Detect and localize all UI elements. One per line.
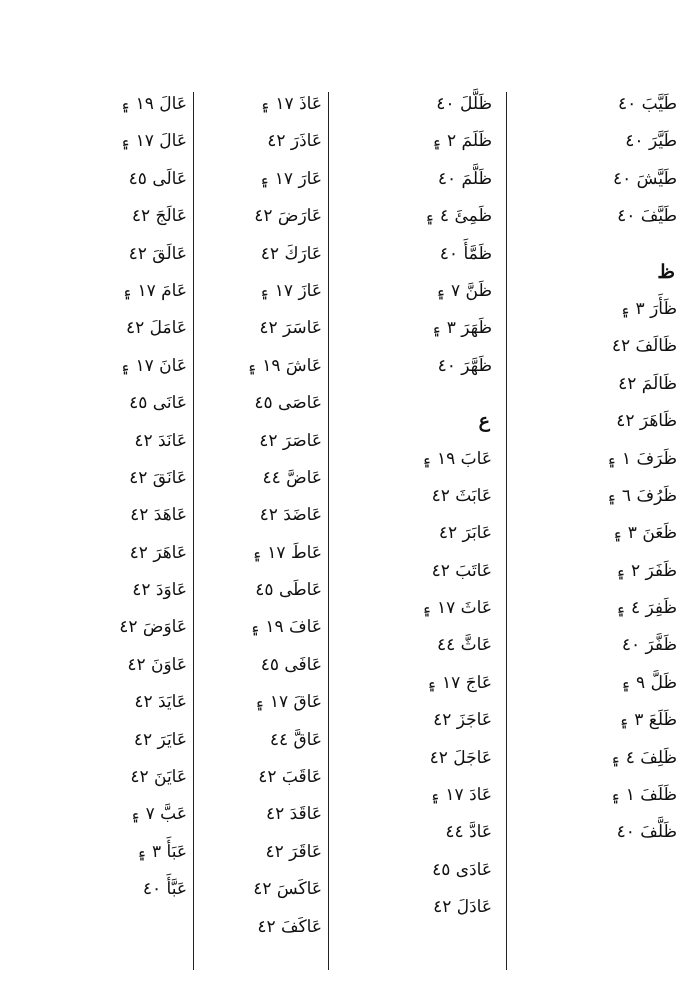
dictionary-entry: عَالَقَ ٤٢ xyxy=(128,243,187,264)
dictionary-entry: عَاثَ ١٧ ۽ xyxy=(421,598,492,619)
dictionary-entry: عَارَضَ ٤٢ xyxy=(254,206,322,227)
dictionary-entry: ظَمَّأَ ٤٠ xyxy=(439,243,492,264)
dictionary-entry: عَابَ ١٩ ۽ xyxy=(421,448,492,469)
dictionary-entry: عَايَنَ ٤٢ xyxy=(130,767,187,788)
dictionary-entry: عَاطَى ٤٥ xyxy=(255,580,322,601)
dictionary-entry: عَالَ ١٩ ۽ xyxy=(120,94,187,114)
dictionary-entry: عَالَ ١٧ ۽ xyxy=(120,131,187,152)
dictionary-entry: ظَلَّلَ ٤٠ xyxy=(436,94,492,114)
dictionary-entry: عَبَأَ ٣ ۽ xyxy=(136,841,187,862)
dictionary-entry: عَاتَبَ ٤٢ xyxy=(431,560,492,581)
dictionary-entry: ظَنَّ ٧ ۽ xyxy=(435,280,492,301)
dictionary-entry: ظَهَرَ ٣ ۽ xyxy=(431,318,492,339)
dictionary-entry: ظَلَّمَ ٤٠ xyxy=(437,168,492,189)
dictionary-entry: عَامَ ١٧ ۽ xyxy=(122,280,187,301)
dictionary-entry: عَادَلَ ٤٢ xyxy=(433,897,492,918)
dictionary-entry: ظَالَمَ ٤٢ xyxy=(618,373,677,394)
dictionary-entry: عَاهَرَ ٤٢ xyxy=(129,542,187,563)
letter-heading: ع xyxy=(478,410,490,433)
dictionary-entry: ظَمِئَ ٤ ۽ xyxy=(424,206,492,227)
letter-heading: ظ xyxy=(657,260,675,283)
dictionary-entry: عَافَى ٤٥ xyxy=(260,654,322,675)
dictionary-entry: عَاقَرَ ٤٢ xyxy=(265,841,322,862)
dictionary-entry: عَبَّأَ ٤٠ xyxy=(142,879,187,900)
dictionary-entry: عَاضَدَ ٤٢ xyxy=(259,505,322,526)
dictionary-entry: ظَلَمَ ٢ ۽ xyxy=(431,131,492,152)
dictionary-entry: ظَفَّرَ ٤٠ xyxy=(621,635,677,656)
column-1 xyxy=(510,86,685,976)
dictionary-entry: عَانَدَ ٤٢ xyxy=(134,430,187,451)
dictionary-entry: عَالَى ٤٥ xyxy=(128,168,187,189)
dictionary-entry: ظَاهَرَ ٤٢ xyxy=(616,411,677,432)
dictionary-entry: عَاوَضَ ٤٢ xyxy=(119,617,187,638)
dictionary-entry: عَايَدَ ٤٢ xyxy=(134,692,187,713)
dictionary-entry: ظَلَّ ٩ ۽ xyxy=(620,672,677,693)
dictionary-entry: عَاصَرَ ٤٢ xyxy=(259,430,322,451)
column-3 xyxy=(205,86,330,976)
dictionary-entry: ظَلَعَ ٣ ۽ xyxy=(618,710,677,731)
dictionary-entry: ظَفِرَ ٤ ۽ xyxy=(615,598,677,619)
dictionary-entry: عَاجَ ١٧ ۽ xyxy=(426,672,492,693)
dictionary-entry: عَاوَنَ ٤٢ xyxy=(127,654,187,675)
dictionary-entry: عَاقَبَ ٤٢ xyxy=(258,767,322,788)
dictionary-entry: ظَرَفَ ١ ۽ xyxy=(606,448,677,469)
dictionary-entry: عَادَّ ٤٤ xyxy=(445,822,492,843)
dictionary-entry: عَابَثَ ٤٢ xyxy=(431,485,492,506)
dictionary-entry: ظَلِفَ ٤ ۽ xyxy=(610,747,677,768)
dictionary-entry: طَيَّشَ ٤٠ xyxy=(612,168,677,189)
dictionary-entry: عَاقَ ١٧ ۽ xyxy=(254,692,322,713)
dictionary-entry: عَاكَسَ ٤٢ xyxy=(253,879,322,900)
column-2 xyxy=(330,86,500,976)
dictionary-entry: طَيَّفَ ٤٠ xyxy=(617,206,677,227)
dictionary-entry: عَازَ ١٧ ۽ xyxy=(259,280,322,301)
dictionary-entry: عَايَرَ ٤٢ xyxy=(133,729,187,750)
dictionary-entry: عَاقَّ ٤٤ xyxy=(269,729,322,750)
dictionary-entry: عَابَرَ ٤٢ xyxy=(438,523,492,544)
dictionary-entry: عَاثَّ ٤٤ xyxy=(437,635,492,656)
dictionary-entry: ظَلَفَ ١ ۽ xyxy=(610,785,677,806)
dictionary-entry: عَارَ ١٧ ۽ xyxy=(259,168,322,189)
dictionary-entry: ظَفَرَ ٢ ۽ xyxy=(615,560,677,581)
dictionary-entry: عَاضَّ ٤٤ xyxy=(262,467,322,488)
dictionary-entry: طَيَّبَ ٤٠ xyxy=(617,94,677,114)
dictionary-entry: عَاطَ ١٧ ۽ xyxy=(251,542,322,563)
dictionary-entry: ظَعَنَ ٣ ۽ xyxy=(612,523,677,544)
dictionary-entry: عَاسَرَ ٤٢ xyxy=(259,318,322,339)
dictionary-entry: عَاذَرَ ٤٢ xyxy=(267,131,322,152)
dictionary-entry: ظَالَفَ ٤٢ xyxy=(611,336,677,357)
dictionary-entry: عَادَ ١٧ ۽ xyxy=(430,785,492,806)
dictionary-entry: طَيَّرَ ٤٠ xyxy=(625,131,677,152)
dictionary-entry: ظَرُفَ ٦ ۽ xyxy=(606,485,677,506)
dictionary-entry: عَالَجَ ٤٢ xyxy=(131,206,187,227)
dictionary-entry: عَاشَ ١٩ ۽ xyxy=(246,355,322,376)
dictionary-entry: ظَأَرَ ٣ ۽ xyxy=(620,298,677,319)
dictionary-entry: ظَهَّرَ ٤٠ xyxy=(437,355,492,376)
dictionary-entry: عَاقَدَ ٤٢ xyxy=(265,804,322,825)
dictionary-entry: عَانَى ٤٥ xyxy=(129,393,187,414)
dictionary-entry: عَامَلَ ٤٢ xyxy=(126,318,187,339)
dictionary-entry: عَاجَزَ ٤٢ xyxy=(433,710,492,731)
dictionary-entry: عَانَ ١٧ ۽ xyxy=(120,355,187,376)
dictionary-entry: عَاهَدَ ٤٢ xyxy=(130,505,187,526)
dictionary-entry: عَارَكَ ٤٢ xyxy=(260,243,322,264)
dictionary-entry: ظَلَّفَ ٤٠ xyxy=(616,822,677,843)
dictionary-entry: عَاجَلَ ٤٢ xyxy=(429,747,492,768)
dictionary-entry: عَافَ ١٩ ۽ xyxy=(250,617,322,638)
dictionary-entry: عَاذَ ١٧ ۽ xyxy=(260,94,322,114)
column-4 xyxy=(20,86,195,976)
dictionary-entry: عَاوَدَ ٤٢ xyxy=(132,580,187,601)
dictionary-entry: عَاكَفَ ٤٢ xyxy=(257,916,322,937)
dictionary-entry: عَبَّ ٧ ۽ xyxy=(130,804,187,825)
dictionary-entry: عَادَى ٤٥ xyxy=(432,859,492,880)
dictionary-entry: عَاصَى ٤٥ xyxy=(254,393,322,414)
dictionary-entry: عَانَقَ ٤٢ xyxy=(129,467,187,488)
column-divider xyxy=(506,92,507,970)
